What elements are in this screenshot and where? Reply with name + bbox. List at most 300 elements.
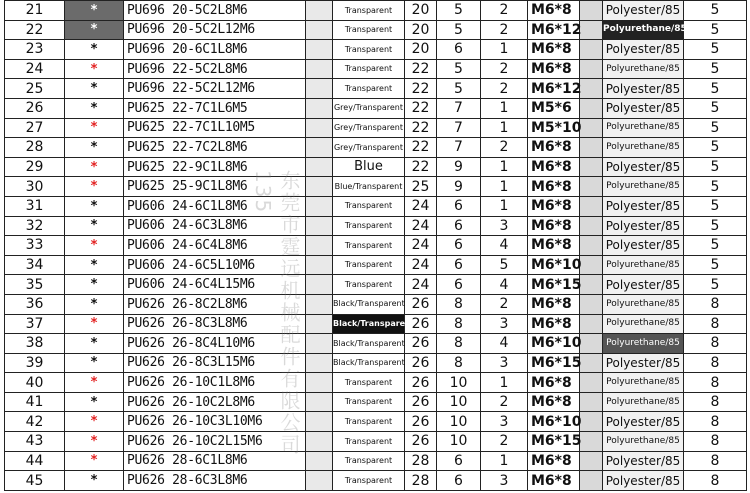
- star-marker: *: [65, 294, 124, 314]
- qty-cell: 5: [684, 255, 747, 275]
- part-code: PU696 20-5C2L12M6: [124, 20, 306, 40]
- finish-cell: Polyurethane/85: [603, 255, 684, 275]
- part-code: PU625 25-9C1L8M6: [124, 177, 306, 197]
- count-cell: 2: [481, 59, 528, 79]
- diameter-cell: 20: [405, 20, 437, 40]
- qty-cell: 5: [684, 1, 747, 21]
- part-code: PU626 26-8C2L8M6: [124, 294, 306, 314]
- finish-cell: Polyester/85: [603, 196, 684, 216]
- pitch-cell: 6: [437, 451, 481, 471]
- table-row: [5, 1, 747, 21]
- screw-cell: M6*8: [528, 314, 580, 334]
- material-cell: Transparent: [333, 392, 405, 412]
- row-number: 23: [5, 40, 65, 60]
- diameter-cell: 20: [405, 40, 437, 60]
- screw-cell: M6*10: [528, 412, 580, 432]
- finish-cell: Polyester/85: [603, 157, 684, 177]
- finish-cell: Polyester/85: [603, 412, 684, 432]
- star-marker: *: [65, 216, 124, 236]
- screw-cell: M6*15: [528, 275, 580, 295]
- pitch-cell: 6: [437, 216, 481, 236]
- row-number: 42: [5, 412, 65, 432]
- spacer-cell: [306, 1, 333, 21]
- star-marker: *: [65, 471, 124, 491]
- table-row: [5, 334, 747, 354]
- qty-cell: 5: [684, 59, 747, 79]
- spacer-cell: [580, 255, 603, 275]
- qty-cell: 5: [684, 216, 747, 236]
- spacer-cell: [306, 275, 333, 295]
- material-cell: Transparent: [333, 275, 405, 295]
- count-cell: 2: [481, 138, 528, 158]
- table-row: [5, 353, 747, 373]
- screw-cell: M6*8: [528, 471, 580, 491]
- count-cell: 2: [481, 20, 528, 40]
- diameter-cell: 22: [405, 138, 437, 158]
- finish-cell: Polyurethane/85: [603, 118, 684, 138]
- diameter-cell: 28: [405, 471, 437, 491]
- material-cell: Black/Transparent: [333, 314, 405, 334]
- count-cell: 4: [481, 334, 528, 354]
- material-cell: Grey/Transparent: [333, 138, 405, 158]
- finish-cell: Polyurethane/85: [603, 20, 684, 40]
- finish-cell: Polyester/85: [603, 236, 684, 256]
- row-number: 25: [5, 79, 65, 99]
- star-marker: *: [65, 177, 124, 197]
- finish-cell: Polyester/85: [603, 471, 684, 491]
- spacer-cell: [580, 1, 603, 21]
- finish-cell: Polyurethane/85: [603, 314, 684, 334]
- star-marker: *: [65, 255, 124, 275]
- part-code: PU626 26-8C3L15M6: [124, 353, 306, 373]
- pitch-cell: 8: [437, 294, 481, 314]
- qty-cell: 8: [684, 432, 747, 452]
- spacer-cell: [580, 118, 603, 138]
- count-cell: 5: [481, 255, 528, 275]
- count-cell: 4: [481, 236, 528, 256]
- count-cell: 1: [481, 40, 528, 60]
- count-cell: 3: [481, 412, 528, 432]
- spacer-cell: [580, 79, 603, 99]
- diameter-cell: 26: [405, 373, 437, 393]
- count-cell: 2: [481, 432, 528, 452]
- count-cell: 3: [481, 314, 528, 334]
- screw-cell: M6*8: [528, 236, 580, 256]
- material-cell: Transparent: [333, 471, 405, 491]
- count-cell: 3: [481, 216, 528, 236]
- star-marker: *: [65, 157, 124, 177]
- row-number: 26: [5, 98, 65, 118]
- spacer-cell: [306, 138, 333, 158]
- star-marker: *: [65, 275, 124, 295]
- material-cell: Blue/Transparent: [333, 177, 405, 197]
- material-cell: Transparent: [333, 236, 405, 256]
- spacer-cell: [580, 196, 603, 216]
- finish-cell: Polyurethane/85: [603, 294, 684, 314]
- screw-cell: M6*10: [528, 334, 580, 354]
- pitch-cell: 6: [437, 471, 481, 491]
- part-code: PU626 26-8C4L10M6: [124, 334, 306, 354]
- screw-cell: M6*12: [528, 79, 580, 99]
- finish-cell: Polyester/85: [603, 98, 684, 118]
- screw-cell: M6*8: [528, 294, 580, 314]
- screw-cell: M6*8: [528, 59, 580, 79]
- part-code: PU696 22-5C2L12M6: [124, 79, 306, 99]
- count-cell: 2: [481, 1, 528, 21]
- table-row: [5, 471, 747, 491]
- qty-cell: 5: [684, 79, 747, 99]
- row-number: 41: [5, 392, 65, 412]
- qty-cell: 8: [684, 392, 747, 412]
- screw-cell: M6*8: [528, 196, 580, 216]
- spacer-cell: [580, 40, 603, 60]
- screw-cell: M6*15: [528, 432, 580, 452]
- finish-cell: Polyurethane/85: [603, 392, 684, 412]
- part-code: PU606 24-6C5L10M6: [124, 255, 306, 275]
- finish-cell: Polyester/85: [603, 216, 684, 236]
- row-number: 32: [5, 216, 65, 236]
- spacer-cell: [580, 157, 603, 177]
- star-marker: *: [65, 236, 124, 256]
- part-code: PU626 26-10C3L10M6: [124, 412, 306, 432]
- spacer-cell: [580, 138, 603, 158]
- spacer-cell: [306, 79, 333, 99]
- spacer-cell: [306, 157, 333, 177]
- diameter-cell: 22: [405, 79, 437, 99]
- spacer-cell: [306, 118, 333, 138]
- screw-cell: M6*15: [528, 353, 580, 373]
- spacer-cell: [306, 471, 333, 491]
- part-code: PU626 26-10C1L8M6: [124, 373, 306, 393]
- pitch-cell: 5: [437, 20, 481, 40]
- star-marker: *: [65, 353, 124, 373]
- material-cell: Black/Transparent: [333, 353, 405, 373]
- finish-cell: Polyester/85: [603, 451, 684, 471]
- screw-cell: M6*8: [528, 216, 580, 236]
- finish-cell: Polyurethane/85: [603, 59, 684, 79]
- material-cell: Transparent: [333, 40, 405, 60]
- qty-cell: 8: [684, 314, 747, 334]
- qty-cell: 5: [684, 157, 747, 177]
- spacer-cell: [306, 196, 333, 216]
- count-cell: 3: [481, 353, 528, 373]
- finish-cell: Polyurethane/85: [603, 432, 684, 452]
- star-marker: *: [65, 20, 124, 40]
- material-cell: Transparent: [333, 373, 405, 393]
- star-marker: *: [65, 412, 124, 432]
- screw-cell: M5*10: [528, 118, 580, 138]
- star-marker: *: [65, 98, 124, 118]
- material-cell: Black/Transparent: [333, 334, 405, 354]
- row-number: 24: [5, 59, 65, 79]
- screw-cell: M6*8: [528, 40, 580, 60]
- row-number: 34: [5, 255, 65, 275]
- pitch-cell: 10: [437, 392, 481, 412]
- table-row: [5, 157, 747, 177]
- count-cell: 3: [481, 471, 528, 491]
- table-row: [5, 373, 747, 393]
- pitch-cell: 7: [437, 138, 481, 158]
- diameter-cell: 24: [405, 196, 437, 216]
- screw-cell: M6*12: [528, 20, 580, 40]
- spacer-cell: [306, 412, 333, 432]
- parts-table: [4, 0, 747, 491]
- star-marker: *: [65, 373, 124, 393]
- diameter-cell: 22: [405, 59, 437, 79]
- spacer-cell: [306, 20, 333, 40]
- spacer-cell: [580, 20, 603, 40]
- star-marker: *: [65, 138, 124, 158]
- watermark: 东莞市霆远机械配件有限公司135: [251, 170, 301, 456]
- spacer-cell: [306, 177, 333, 197]
- table-row: [5, 138, 747, 158]
- row-number: 43: [5, 432, 65, 452]
- spacer-cell: [580, 392, 603, 412]
- part-code: PU626 26-10C2L8M6: [124, 392, 306, 412]
- pitch-cell: 7: [437, 118, 481, 138]
- pitch-cell: 8: [437, 353, 481, 373]
- diameter-cell: 22: [405, 98, 437, 118]
- spacer-cell: [580, 451, 603, 471]
- count-cell: 1: [481, 196, 528, 216]
- table-row: [5, 20, 747, 40]
- part-code: PU626 28-6C1L8M6: [124, 451, 306, 471]
- part-code: PU626 28-6C3L8M6: [124, 471, 306, 491]
- count-cell: 1: [481, 177, 528, 197]
- qty-cell: 5: [684, 40, 747, 60]
- table-row: [5, 216, 747, 236]
- spacer-cell: [580, 314, 603, 334]
- spacer-cell: [580, 59, 603, 79]
- qty-cell: 8: [684, 353, 747, 373]
- table-row: [5, 59, 747, 79]
- pitch-cell: 5: [437, 1, 481, 21]
- part-code: PU625 22-7C1L10M5: [124, 118, 306, 138]
- spacer-cell: [580, 471, 603, 491]
- row-number: 33: [5, 236, 65, 256]
- material-cell: Grey/Transparent: [333, 98, 405, 118]
- material-cell: Transparent: [333, 412, 405, 432]
- star-marker: *: [65, 40, 124, 60]
- spacer-cell: [580, 275, 603, 295]
- screw-cell: M6*8: [528, 451, 580, 471]
- row-number: 22: [5, 20, 65, 40]
- diameter-cell: 25: [405, 177, 437, 197]
- pitch-cell: 6: [437, 255, 481, 275]
- table-row: [5, 412, 747, 432]
- spacer-cell: [580, 177, 603, 197]
- part-code: PU626 26-8C3L8M6: [124, 314, 306, 334]
- star-marker: *: [65, 118, 124, 138]
- spacer-cell: [306, 40, 333, 60]
- table-row: [5, 392, 747, 412]
- star-marker: *: [65, 432, 124, 452]
- row-number: 27: [5, 118, 65, 138]
- row-number: 21: [5, 1, 65, 21]
- spacer-cell: [580, 432, 603, 452]
- material-cell: Transparent: [333, 20, 405, 40]
- star-marker: *: [65, 314, 124, 334]
- screw-cell: M6*8: [528, 138, 580, 158]
- spacer-cell: [306, 236, 333, 256]
- finish-cell: Polyurethane/85: [603, 373, 684, 393]
- star-marker: *: [65, 1, 124, 21]
- diameter-cell: 26: [405, 392, 437, 412]
- pitch-cell: 5: [437, 79, 481, 99]
- table-row: [5, 255, 747, 275]
- table-row: [5, 451, 747, 471]
- spacer-cell: [580, 216, 603, 236]
- finish-cell: Polyester/85: [603, 353, 684, 373]
- material-cell: Grey/Transparent: [333, 118, 405, 138]
- star-marker: *: [65, 196, 124, 216]
- part-code: PU606 24-6C3L8M6: [124, 216, 306, 236]
- material-cell: Transparent: [333, 216, 405, 236]
- part-code: PU626 26-10C2L15M6: [124, 432, 306, 452]
- spacer-cell: [306, 216, 333, 236]
- spacer-cell: [306, 373, 333, 393]
- spacer-cell: [306, 392, 333, 412]
- row-number: 29: [5, 157, 65, 177]
- part-code: PU696 22-5C2L8M6: [124, 59, 306, 79]
- diameter-cell: 24: [405, 216, 437, 236]
- star-marker: *: [65, 334, 124, 354]
- table-row: [5, 314, 747, 334]
- count-cell: 2: [481, 294, 528, 314]
- spacer-cell: [306, 451, 333, 471]
- count-cell: 1: [481, 451, 528, 471]
- spacer-cell: [580, 294, 603, 314]
- screw-cell: M6*8: [528, 177, 580, 197]
- diameter-cell: 22: [405, 157, 437, 177]
- table-row: [5, 432, 747, 452]
- finish-cell: Polyester/85: [603, 40, 684, 60]
- row-number: 30: [5, 177, 65, 197]
- table-row: [5, 236, 747, 256]
- star-marker: *: [65, 59, 124, 79]
- diameter-cell: 24: [405, 236, 437, 256]
- screw-cell: M6*8: [528, 392, 580, 412]
- spacer-cell: [306, 294, 333, 314]
- diameter-cell: 20: [405, 1, 437, 21]
- table-row: [5, 40, 747, 60]
- qty-cell: 5: [684, 196, 747, 216]
- qty-cell: 5: [684, 275, 747, 295]
- spacer-cell: [580, 98, 603, 118]
- pitch-cell: 7: [437, 98, 481, 118]
- count-cell: 1: [481, 157, 528, 177]
- star-marker: *: [65, 79, 124, 99]
- spacer-cell: [306, 98, 333, 118]
- qty-cell: 5: [684, 20, 747, 40]
- qty-cell: 8: [684, 471, 747, 491]
- pitch-cell: 10: [437, 412, 481, 432]
- part-code: PU625 22-7C1L6M5: [124, 98, 306, 118]
- star-marker: *: [65, 451, 124, 471]
- pitch-cell: 6: [437, 196, 481, 216]
- spacer-cell: [306, 432, 333, 452]
- finish-cell: Polyurethane/85: [603, 177, 684, 197]
- spacer-cell: [306, 59, 333, 79]
- pitch-cell: 5: [437, 59, 481, 79]
- qty-cell: 8: [684, 334, 747, 354]
- table-row: [5, 275, 747, 295]
- row-number: 36: [5, 294, 65, 314]
- part-code: PU696 20-6C1L8M6: [124, 40, 306, 60]
- diameter-cell: 26: [405, 314, 437, 334]
- material-cell: Black/Transparent: [333, 294, 405, 314]
- qty-cell: 8: [684, 412, 747, 432]
- material-cell: Transparent: [333, 255, 405, 275]
- qty-cell: 5: [684, 177, 747, 197]
- finish-cell: Polyester/85: [603, 79, 684, 99]
- pitch-cell: 10: [437, 432, 481, 452]
- qty-cell: 5: [684, 98, 747, 118]
- screw-cell: M5*6: [528, 98, 580, 118]
- screw-cell: M6*10: [528, 255, 580, 275]
- diameter-cell: 26: [405, 334, 437, 354]
- count-cell: 1: [481, 373, 528, 393]
- pitch-cell: 6: [437, 275, 481, 295]
- row-number: 39: [5, 353, 65, 373]
- table-row: [5, 294, 747, 314]
- finish-cell: Polyester/85: [603, 1, 684, 21]
- table-row: [5, 177, 747, 197]
- row-number: 31: [5, 196, 65, 216]
- spacer-cell: [306, 255, 333, 275]
- row-number: 45: [5, 471, 65, 491]
- table-row: [5, 79, 747, 99]
- qty-cell: 5: [684, 138, 747, 158]
- count-cell: 1: [481, 118, 528, 138]
- row-number: 35: [5, 275, 65, 295]
- table-row: [5, 196, 747, 216]
- pitch-cell: 6: [437, 236, 481, 256]
- material-cell: Transparent: [333, 196, 405, 216]
- part-code: PU625 22-9C1L8M6: [124, 157, 306, 177]
- row-number: 28: [5, 138, 65, 158]
- row-number: 37: [5, 314, 65, 334]
- spacer-cell: [580, 412, 603, 432]
- material-cell: Transparent: [333, 432, 405, 452]
- pitch-cell: 8: [437, 334, 481, 354]
- qty-cell: 5: [684, 118, 747, 138]
- count-cell: 1: [481, 98, 528, 118]
- material-cell: Transparent: [333, 451, 405, 471]
- pitch-cell: 9: [437, 157, 481, 177]
- screw-cell: M6*8: [528, 373, 580, 393]
- part-code: PU606 24-6C4L8M6: [124, 236, 306, 256]
- diameter-cell: 24: [405, 255, 437, 275]
- pitch-cell: 9: [437, 177, 481, 197]
- count-cell: 2: [481, 79, 528, 99]
- table-body: [5, 1, 747, 491]
- diameter-cell: 26: [405, 432, 437, 452]
- pitch-cell: 8: [437, 314, 481, 334]
- count-cell: 4: [481, 275, 528, 295]
- star-marker: *: [65, 392, 124, 412]
- spacer-cell: [306, 314, 333, 334]
- spacer-cell: [580, 373, 603, 393]
- diameter-cell: 26: [405, 294, 437, 314]
- diameter-cell: 24: [405, 275, 437, 295]
- spacer-cell: [580, 236, 603, 256]
- part-code: PU606 24-6C1L8M6: [124, 196, 306, 216]
- diameter-cell: 26: [405, 353, 437, 373]
- material-cell: Transparent: [333, 59, 405, 79]
- spacer-cell: [306, 353, 333, 373]
- pitch-cell: 6: [437, 40, 481, 60]
